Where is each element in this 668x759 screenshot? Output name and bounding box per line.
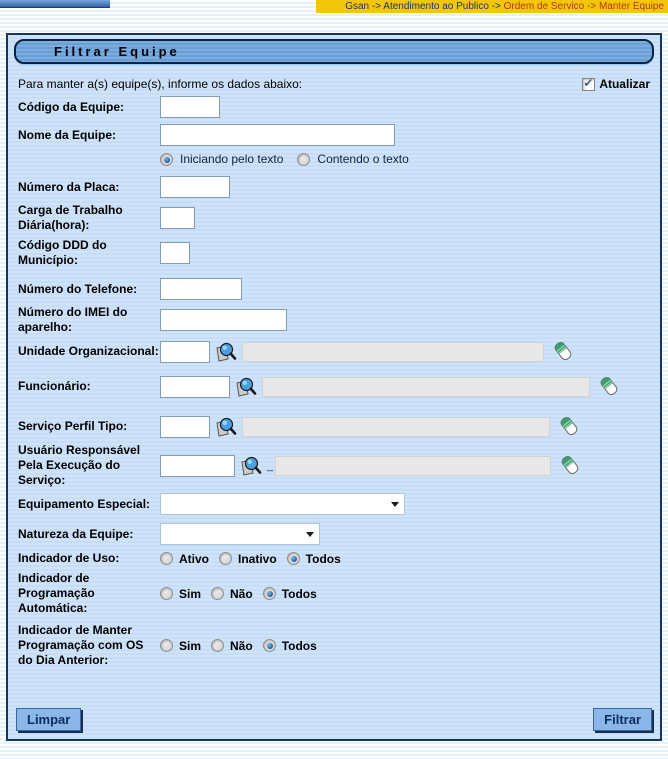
usuario-responsavel-label: Usuário Responsável Pela Execução do Serviço: bbox=[18, 443, 141, 487]
unidade-code-input[interactable] bbox=[160, 341, 210, 363]
numero-placa-input[interactable] bbox=[160, 176, 230, 198]
radio-uso-ativo[interactable] bbox=[160, 552, 173, 565]
radio-uso-todos[interactable] bbox=[287, 552, 300, 565]
codigo-ddd-input[interactable] bbox=[160, 242, 190, 264]
intro-text: Para manter a(s) equipe(s), informe os dados abaixo: bbox=[18, 77, 303, 91]
field-row-indicador-programacao bbox=[14, 571, 654, 616]
field-row-indicador-uso bbox=[14, 551, 654, 566]
nome-equipe-label: Nome da Equipe: bbox=[18, 127, 117, 142]
numero-imei-input[interactable] bbox=[160, 309, 287, 331]
search-icon[interactable] bbox=[214, 415, 237, 438]
radio-label-ativo: Ativo bbox=[179, 551, 209, 566]
codigo-ddd-label: Código DDD do Município: bbox=[18, 238, 107, 267]
atualizar-label: Atualizar bbox=[599, 77, 650, 91]
funcionario-label: Funcionário: bbox=[18, 379, 91, 393]
numero-telefone-input[interactable] bbox=[160, 278, 242, 300]
servico-perfil-description-field bbox=[242, 417, 550, 437]
chevron-down-icon bbox=[391, 502, 399, 507]
separator-underscore: _ bbox=[267, 459, 274, 472]
equipamento-especial-select[interactable] bbox=[160, 493, 405, 515]
radio-uso-inativo[interactable] bbox=[219, 552, 232, 565]
page-title: Filtrar Equipe bbox=[14, 39, 654, 64]
field-row-servico-perfil-tipo bbox=[14, 415, 654, 438]
breadcrumb-path[interactable]: Gsan -> Atendimento ao Publico -> bbox=[345, 1, 504, 12]
radio-label-sim: Sim bbox=[179, 586, 202, 601]
atualizar-option[interactable] bbox=[582, 77, 650, 91]
radio-manter-todos[interactable] bbox=[263, 639, 276, 652]
atualizar-checkbox[interactable] bbox=[582, 78, 595, 91]
servico-perfil-code-input[interactable] bbox=[160, 416, 210, 438]
natureza-equipe-label: Natureza da Equipe: bbox=[18, 526, 134, 541]
eraser-icon[interactable] bbox=[558, 415, 581, 438]
radio-label-sim: Sim bbox=[179, 638, 202, 653]
codigo-equipe-label: Código da Equipe: bbox=[18, 99, 124, 114]
indicador-uso-label: Indicador de Uso: bbox=[18, 551, 120, 565]
radio-label-iniciando: Iniciando pelo texto bbox=[180, 152, 284, 166]
numero-placa-label: Número da Placa: bbox=[18, 179, 120, 194]
radio-manter-nao[interactable] bbox=[211, 639, 224, 652]
field-row-numero-placa bbox=[14, 176, 654, 198]
servico-perfil-label: Serviço Perfil Tipo: bbox=[18, 419, 128, 433]
radio-label-todos: Todos bbox=[281, 638, 317, 653]
eraser-icon[interactable] bbox=[552, 340, 575, 363]
carga-trabalho-input[interactable] bbox=[160, 207, 195, 229]
text-search-mode-row bbox=[14, 152, 654, 166]
indicador-manter-label: Indicador de Manter Programação com OS do Dia Anterior: bbox=[18, 623, 144, 667]
radio-iniciando-pelo-texto[interactable] bbox=[160, 153, 173, 166]
field-row-usuario-responsavel bbox=[14, 443, 654, 488]
funcionario-description-field bbox=[262, 377, 590, 397]
usuario-responsavel-code-input[interactable] bbox=[160, 455, 235, 477]
filtrar-button[interactable]: Filtrar bbox=[593, 708, 652, 731]
carga-trabalho-label: Carga de Trabalho Diária(hora): bbox=[18, 203, 123, 232]
eraser-icon[interactable] bbox=[598, 375, 621, 398]
breadcrumb bbox=[316, 0, 668, 13]
numero-telefone-label: Número do Telefone: bbox=[18, 281, 138, 296]
search-icon[interactable] bbox=[214, 340, 237, 363]
codigo-equipe-input[interactable] bbox=[160, 96, 220, 118]
field-row-indicador-manter bbox=[14, 623, 654, 668]
equipamento-especial-label: Equipamento Especial: bbox=[18, 496, 151, 511]
radio-contendo-o-texto[interactable] bbox=[297, 153, 310, 166]
limpar-button[interactable]: Limpar bbox=[16, 708, 81, 731]
radio-programacao-nao[interactable] bbox=[211, 587, 224, 600]
usuario-responsavel-description-field bbox=[275, 456, 551, 476]
filter-panel bbox=[6, 33, 662, 741]
button-row bbox=[16, 708, 652, 731]
intro-row bbox=[14, 77, 654, 91]
radio-label-inativo: Inativo bbox=[238, 551, 277, 566]
field-row-numero-telefone bbox=[14, 278, 654, 300]
radio-label-todos: Todos bbox=[281, 586, 317, 601]
field-row-unidade-organizacional bbox=[14, 340, 654, 363]
field-row-nome-equipe bbox=[14, 124, 654, 146]
natureza-equipe-select[interactable] bbox=[160, 523, 320, 545]
field-row-carga-trabalho bbox=[14, 203, 654, 233]
field-row-codigo-ddd bbox=[14, 238, 654, 268]
radio-manter-sim[interactable] bbox=[160, 639, 173, 652]
indicador-programacao-label: Indicador de Programação Automática: bbox=[18, 571, 95, 615]
radio-programacao-sim[interactable] bbox=[160, 587, 173, 600]
field-row-equipamento-especial bbox=[14, 493, 654, 515]
radio-label-nao: Não bbox=[230, 586, 253, 601]
nome-equipe-input[interactable] bbox=[160, 124, 395, 146]
field-row-funcionario bbox=[14, 375, 654, 398]
unidade-label: Unidade Organizacional: bbox=[18, 344, 159, 358]
numero-imei-label: Número do IMEI do aparelho: bbox=[18, 305, 128, 334]
breadcrumb-current[interactable]: Ordem de Servico -> Manter Equipe bbox=[503, 1, 664, 12]
search-icon[interactable] bbox=[234, 375, 257, 398]
funcionario-code-input[interactable] bbox=[160, 376, 230, 398]
radio-programacao-todos[interactable] bbox=[263, 587, 276, 600]
search-icon[interactable] bbox=[239, 454, 262, 477]
radio-label-todos: Todos bbox=[305, 551, 341, 566]
field-row-codigo-equipe bbox=[14, 96, 654, 118]
radio-label-contendo: Contendo o texto bbox=[317, 152, 409, 166]
radio-label-nao: Não bbox=[230, 638, 253, 653]
chevron-down-icon bbox=[306, 532, 314, 537]
top-header-fragment bbox=[0, 0, 110, 8]
field-row-numero-imei bbox=[14, 305, 654, 335]
eraser-icon[interactable] bbox=[559, 454, 582, 477]
unidade-description-field bbox=[242, 342, 544, 362]
field-row-natureza-equipe bbox=[14, 523, 654, 545]
